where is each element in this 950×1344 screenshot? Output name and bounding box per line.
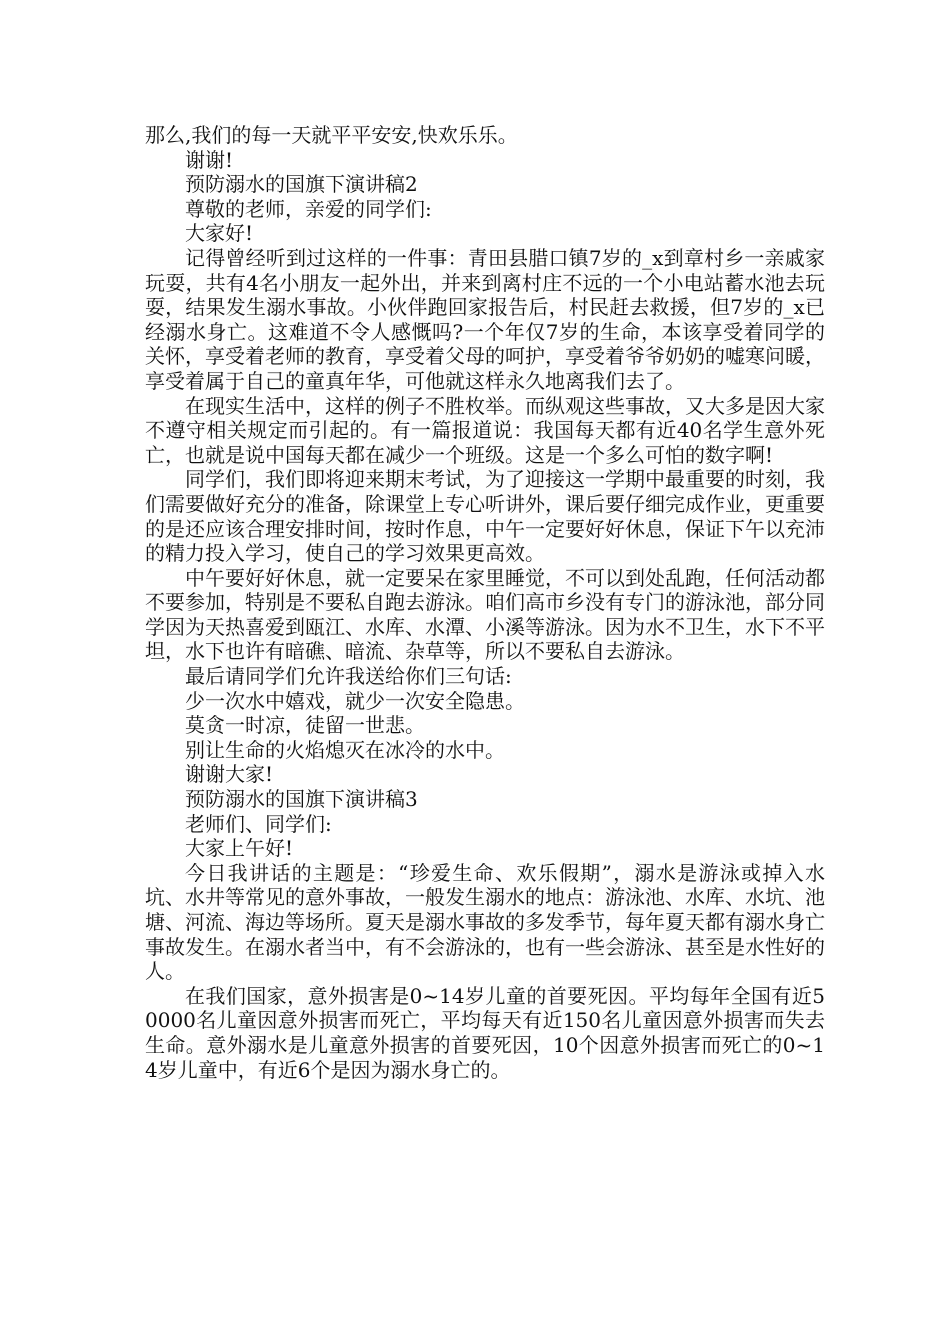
speech-title-2: 预防溺水的国旗下演讲稿2: [185, 172, 418, 197]
paragraph-thanks: 谢谢!: [185, 147, 234, 172]
paragraph-theme: 今日我讲话的主题是：“珍爱生命、欢乐假期”，溺水是游泳或掉入水坑、水井等常见的意外事故，一般发生溺水的地点：游泳池、水库、水坑、池塘、河流、海边等场所。夏天是溺水事故的多发季节，每年夏天都有溺水身亡事故发生。在溺水者当中，有不会游泳的，也有一些会游泳、甚至是水性好的人。: [145, 860, 825, 984]
paragraph-statistics: 在我们国家，意外损害是0~14岁儿童的首要死因。平均每年全国有近50000名儿童因意外损害而死亡，平均每天有近150名儿童因意外损害而失去生命。意外溺水是儿童意外损害的首要死因，10个因意外损害而死亡的0~14岁儿童中，有近6个是因为溺水身亡的。: [145, 983, 825, 1082]
document-body: [145, 123, 825, 1082]
paragraph-reality: 在现实生活中，这样的例子不胜枚举。而纵观这些事故，又大多是因大家不遵守相关规定而引起的。有一篇报道说：我国每天都有近40名学生意外死亡，也就是说中国每天都在减少一个班级。这是一个多么可怕的数字啊!: [145, 393, 825, 467]
paragraph-exam: 同学们，我们即将迎来期末考试，为了迎接这一学期中最重要的时刻，我们需要做好充分的准备，除课堂上专心听讲外，课后要仔细完成作业，更重要的是还应该合理安排时间，按时作息，中午一定要好好休息，保证下午以充沛的精力投入学习，使自己的学习效果更高效。: [145, 467, 825, 566]
speech-title-3: 预防溺水的国旗下演讲稿3: [185, 787, 418, 812]
salutation: 尊敬的老师，亲爱的同学们:: [185, 196, 432, 221]
greeting: 大家好!: [185, 221, 254, 246]
paragraph-three-sentences-intro: 最后请同学们允许我送给你们三句话:: [185, 664, 512, 689]
sentence-1: 少一次水中嬉戏，就少一次安全隐患。: [185, 688, 525, 713]
paragraph-thanks-all: 谢谢大家!: [185, 762, 274, 787]
paragraph-story: 记得曾经听到过这样的一件事：青田县腊口镇7岁的_x到章村乡一亲戚家玩耍，共有4名小朋友一起外出，并来到离村庄不远的一个小电站蓄水池去玩耍，结果发生溺水事故。小伙伴跑回家报告后，村民赶去救援，但7岁的_x已经溺水身亡。这难道不令人感慨吗?一个年仅7岁的生命，本该享受着同学的关怀，享受着老师的教育，享受着父母的呵护，享受着爷爷奶奶的嘘寒问暖，享受着属于自己的童真年华，可他就这样永久地离我们去了。: [145, 245, 825, 393]
paragraph-noon-rest: 中午要好好休息，就一定要呆在家里睡觉，不可以到处乱跑，任何活动都不要参加，特别是不要私自跑去游泳。咱们高市乡没有专门的游泳池，部分同学因为天热喜爱到瓯江、水库、水潭、小溪等游泳。因为水不卫生，水下不平坦，水下也许有暗礁、暗流、杂草等，所以不要私自去游泳。: [145, 565, 825, 664]
paragraph-closing-line: 那么,我们的每一天就平平安安,快欢乐乐。: [145, 123, 518, 147]
sentence-2: 莫贪一时凉，徒留一世悲。: [185, 713, 425, 738]
sentence-3: 别让生命的火焰熄灭在冰冷的水中。: [185, 737, 505, 762]
salutation-3: 老师们、同学们:: [185, 811, 332, 836]
greeting-3: 大家上午好!: [185, 836, 294, 861]
